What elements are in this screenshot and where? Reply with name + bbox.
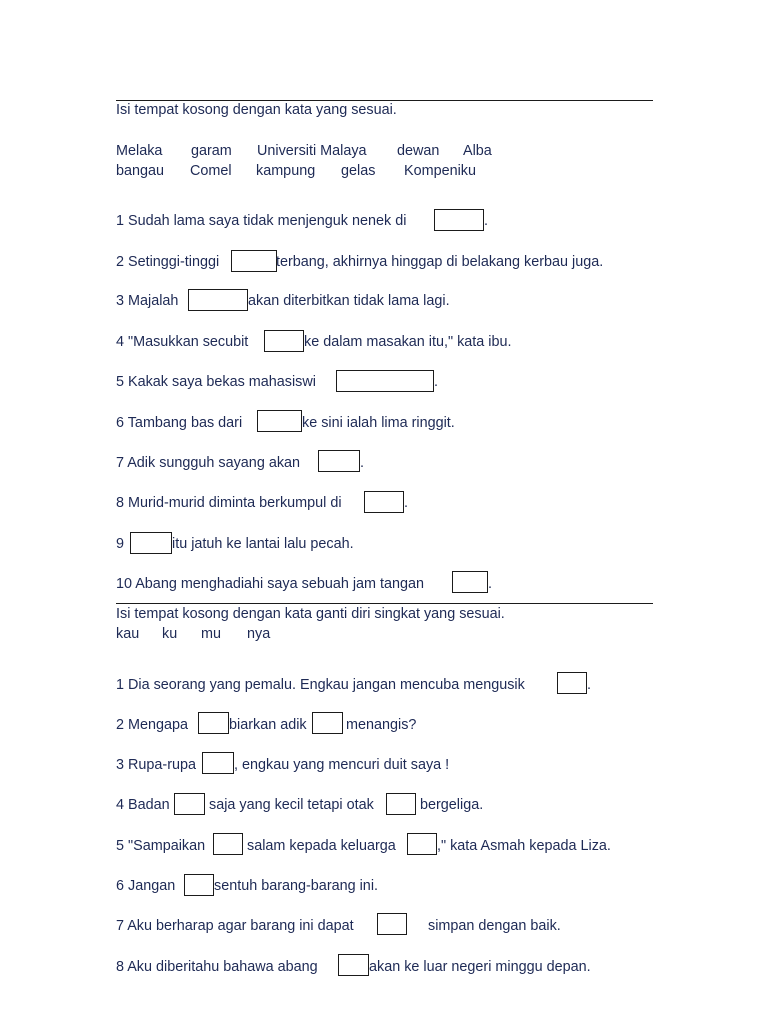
answer-box[interactable] <box>377 913 407 935</box>
question-text: . <box>404 495 408 511</box>
question-text: , engkau yang mencuri duit saya ! <box>234 757 450 773</box>
question-text: . <box>434 374 438 390</box>
answer-box[interactable] <box>264 330 304 352</box>
answer-box[interactable] <box>257 410 302 432</box>
question-text: 10 Abang menghadiahi saya sebuah jam tangan <box>116 576 425 592</box>
question-text: terbang, akhirnya hinggap di belakang kerbau juga. <box>276 254 604 270</box>
question-text: 4 "Masukkan secubit <box>116 334 249 350</box>
word-bank-item: Alba <box>463 143 492 159</box>
question-text: 8 Aku diberitahu bahawa abang <box>116 959 318 975</box>
word-bank-item: kau <box>116 626 140 642</box>
answer-box[interactable] <box>198 712 229 734</box>
question-text: salam kepada keluarga <box>247 838 396 854</box>
section-divider <box>116 603 653 604</box>
answer-box[interactable] <box>184 874 214 896</box>
answer-box[interactable] <box>434 209 484 231</box>
word-bank-item: dewan <box>397 143 440 159</box>
question-text: ke sini ialah lima ringgit. <box>302 415 455 431</box>
question-text: akan ke luar negeri minggu depan. <box>369 959 591 975</box>
answer-box[interactable] <box>364 491 404 513</box>
section2-instruction: Isi tempat kosong dengan kata ganti diri singkat yang sesuai. <box>116 606 505 622</box>
word-bank-item: bangau <box>116 163 165 179</box>
word-bank-item: ku <box>162 626 178 642</box>
word-bank-item: Melaka <box>116 143 163 159</box>
question-text: ke dalam masakan itu," kata ibu. <box>304 334 512 350</box>
answer-box[interactable] <box>188 289 248 311</box>
question-text: 6 Tambang bas dari <box>116 415 243 431</box>
question-text: 7 Adik sungguh sayang akan <box>116 455 301 471</box>
question-text: saja yang kecil tetapi otak <box>209 797 374 813</box>
answer-box[interactable] <box>386 793 416 815</box>
question-text: . <box>488 576 492 592</box>
word-bank-item: Kompeniku <box>404 163 476 179</box>
question-text: . <box>360 455 364 471</box>
answer-box[interactable] <box>202 752 234 774</box>
question-text: sentuh barang-barang ini. <box>214 878 379 894</box>
question-text: bergeliga. <box>420 797 484 813</box>
word-bank-item: Universiti Malaya <box>257 143 367 159</box>
answer-box[interactable] <box>130 532 172 554</box>
word-bank-item: gelas <box>341 163 376 179</box>
question-text: simpan dengan baik. <box>428 918 561 934</box>
question-text: 1 Dia seorang yang pemalu. Engkau jangan mencuba mengusik <box>116 677 525 693</box>
question-text: 6 Jangan <box>116 878 176 894</box>
answer-box[interactable] <box>213 833 243 855</box>
question-text: 7 Aku berharap agar barang ini dapat <box>116 918 354 934</box>
section1-instruction: Isi tempat kosong dengan kata yang sesuai. <box>116 102 397 118</box>
question-text: 3 Rupa-rupa <box>116 757 196 773</box>
question-text: . <box>484 213 488 229</box>
word-bank-item: Comel <box>190 163 232 179</box>
word-bank-item: kampung <box>256 163 316 179</box>
answer-box[interactable] <box>174 793 205 815</box>
question-text: 8 Murid-murid diminta berkumpul di <box>116 495 342 511</box>
answer-box[interactable] <box>312 712 343 734</box>
question-text: menangis? <box>346 717 417 733</box>
answer-box[interactable] <box>452 571 488 593</box>
question-text: ," kata Asmah kepada Liza. <box>437 838 611 854</box>
answer-box[interactable] <box>336 370 434 392</box>
question-text: 1 Sudah lama saya tidak menjenguk nenek di <box>116 213 407 229</box>
answer-box[interactable] <box>231 250 277 272</box>
question-text: 2 Mengapa <box>116 717 189 733</box>
question-text: akan diterbitkan tidak lama lagi. <box>248 293 450 309</box>
answer-box[interactable] <box>318 450 360 472</box>
answer-box[interactable] <box>407 833 437 855</box>
question-text: 4 Badan <box>116 797 170 813</box>
question-text: 3 Majalah <box>116 293 179 309</box>
question-text: 2 Setinggi-tinggi <box>116 254 220 270</box>
question-text: 9 <box>116 536 125 552</box>
word-bank-item: nya <box>247 626 271 642</box>
question-text: itu jatuh ke lantai lalu pecah. <box>172 536 354 552</box>
answer-box[interactable] <box>338 954 369 976</box>
answer-box[interactable] <box>557 672 587 694</box>
word-bank-item: garam <box>191 143 232 159</box>
question-text: 5 "Sampaikan <box>116 838 206 854</box>
question-text: . <box>587 677 591 693</box>
question-text: biarkan adik <box>229 717 307 733</box>
question-text: 5 Kakak saya bekas mahasiswi <box>116 374 316 390</box>
word-bank-item: mu <box>201 626 221 642</box>
